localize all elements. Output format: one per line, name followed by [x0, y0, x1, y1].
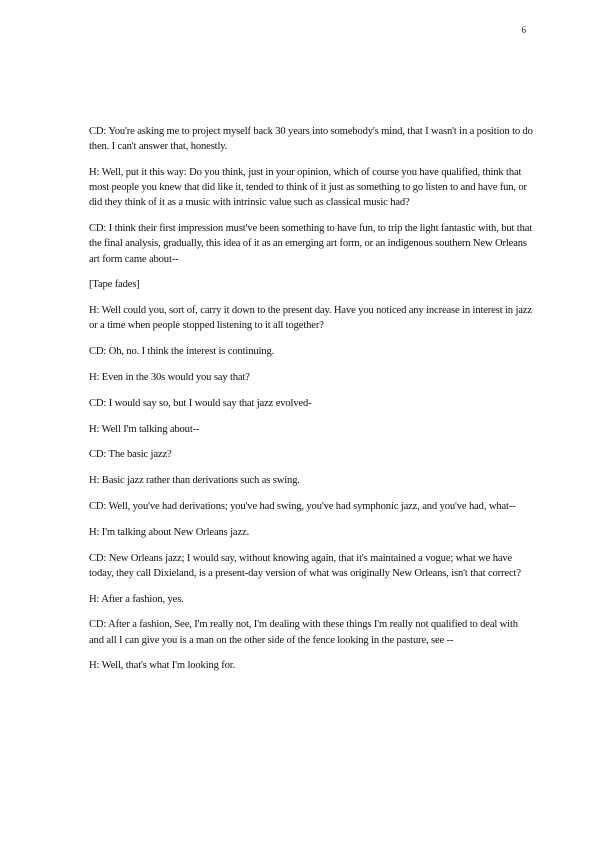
transcript-paragraph: [Tape fades] — [89, 279, 140, 291]
transcript-paragraph: CD: The basic jazz? — [89, 449, 172, 461]
transcript-paragraph: H: Well I'm talking about-- — [89, 423, 200, 435]
transcript-paragraph: CD: You're asking me to project myself back 30 years into somebody's mind, that I wasn't in a position to do then. I can't answer that, honestly. — [89, 126, 533, 153]
transcript-paragraph: H: Basic jazz rather than derivations such as swing. — [89, 475, 300, 487]
transcript-paragraph: CD: Well, you've had derivations; you've had swing, you've had symphonic jazz, and you've had, what-- — [89, 500, 516, 512]
transcript-paragraph: H: I'm talking about New Orleans jazz. — [89, 526, 250, 538]
transcript-paragraph: H: Well could you, sort of, carry it down to the present day. Have you noticed any increase in interest in jazz or a time when people stopped listening to it all together? — [89, 305, 532, 332]
transcript-paragraph: CD: Oh, no. I think the interest is continuing. — [89, 346, 275, 358]
transcript-paragraph: H: Well, put it this way: Do you think, just in your opinion, which of course you have qualified, think that most people you knew that did like it, tended to think of it just as something to go listen to and have fun, or did they think of it as a music with intrinsic value such as classical music had? — [89, 167, 527, 209]
transcript-paragraph: H: Even in the 30s would you say that? — [89, 372, 250, 383]
transcript-paragraph: H: After a fashion, yes. — [89, 593, 184, 605]
transcript-paragraph: H: Well, that's what I'm looking for. — [89, 660, 236, 672]
transcript-paragraph: CD: I think their first impression must've been something to have fun, to trip the light fantastic with, but that the final analysis, gradually, this idea of it as an emerging art form, or an indigenous southern New Orleans art form came about-- — [89, 223, 533, 265]
transcript-paragraph: CD: I would say so, but I would say that jazz evolved- — [89, 397, 312, 409]
transcript-paragraph: CD: New Orleans jazz; I would say, without knowing again, that it's maintained a vogue; what we have today, they call Dixieland, is a present-day version of what was originally New Orleans, isn't that correct? — [89, 552, 521, 579]
page-number: 6 — [521, 25, 526, 35]
transcript-body — [89, 124, 534, 684]
transcript-paragraph: CD: After a fashion, See, I'm really not, I'm dealing with these things I'm really not qualified to deal with and all I can give you is a man on the other side of the fence looking in the pasture, see -- — [89, 619, 518, 646]
